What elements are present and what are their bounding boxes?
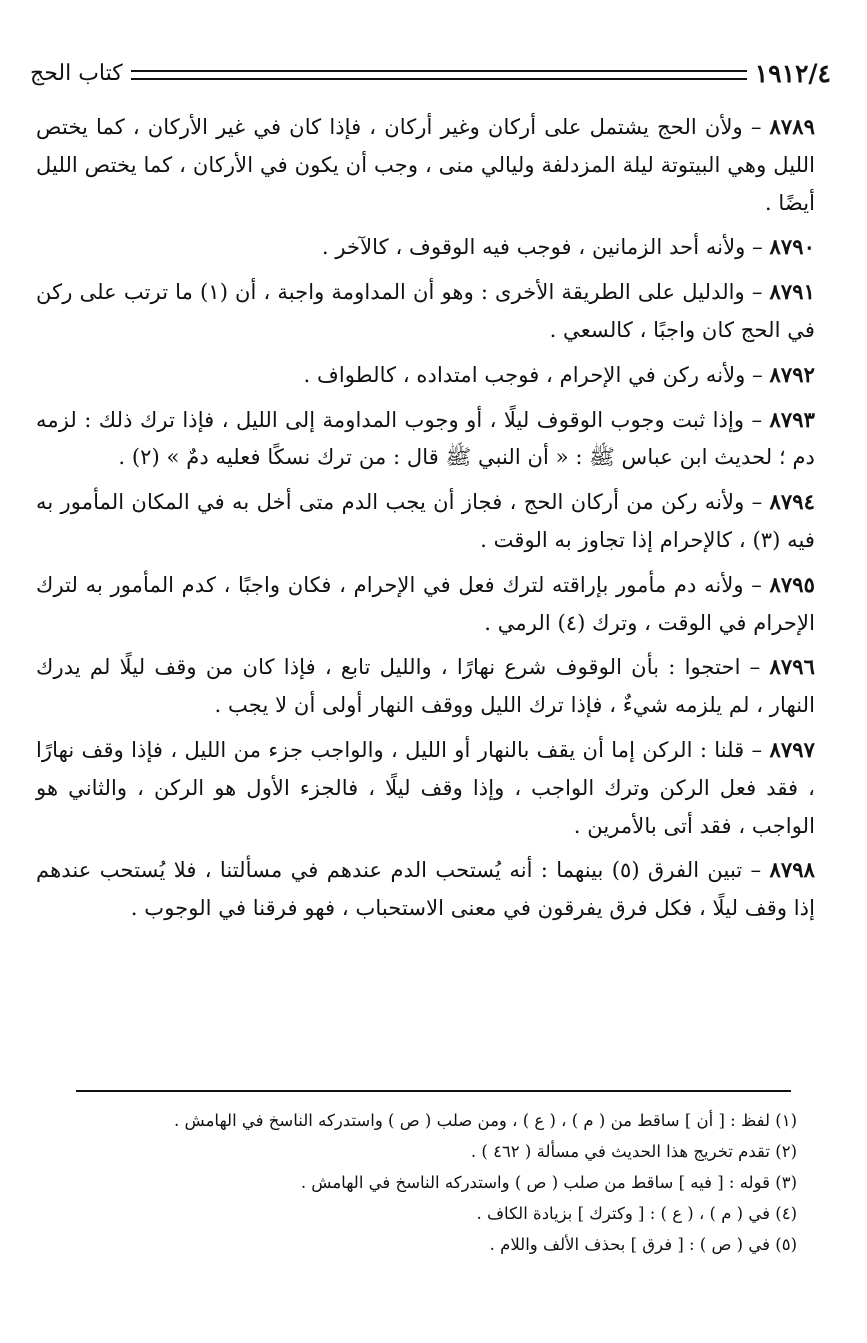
- paragraph-number: ٨٧٩٢: [769, 361, 815, 387]
- paragraph-text: – احتجوا : بأن الوقوف شرع نهارًا ، والليل تابع ، فإذا كان من وقف ليلًا لم يدرك النهار ، لم يلزمه شيءٌ ، فإذا ترك الليل ووقف النهار أولى أن لا يجب .: [36, 654, 815, 718]
- paragraph: [36, 851, 815, 927]
- page-header: [30, 56, 831, 90]
- paragraph: [36, 228, 815, 266]
- paragraph: [36, 108, 815, 221]
- paragraph-text: – ولأنه ركن في الإحرام ، فوجب امتداده ، كالطواف .: [303, 361, 770, 387]
- main-text: [36, 108, 815, 934]
- paragraph-number: ٨٧٩٤: [769, 489, 815, 515]
- paragraph-number: ٨٧٩١: [769, 279, 815, 305]
- paragraph-text: – ولأنه أحد الزمانين ، فوجب فيه الوقوف ، كالآخر .: [321, 234, 770, 260]
- page-number: ١٩١٢/٤: [754, 58, 831, 88]
- paragraph: [36, 731, 815, 844]
- paragraph-text: – ولأن الحج يشتمل على أركان وغير أركان ، فإذا كان في غير الأركان ، كما يختص الليل وهي البيتوتة ليلة المزدلفة وليالي منى ، وجب أن يكون في الأركان ، كما يختص الليل أيضًا .: [36, 114, 815, 215]
- paragraph: [36, 566, 815, 642]
- footnote: (٢) تقدم تخريج هذا الحديث في مسألة ( ٤٦٢ ) .: [470, 1142, 797, 1161]
- paragraph-number: ٨٧٩٠: [769, 234, 815, 260]
- book-title: كتاب الحج: [30, 60, 123, 86]
- paragraph-number: ٨٧٨٩: [769, 114, 815, 139]
- paragraph: [36, 648, 815, 724]
- paragraph: [36, 483, 815, 559]
- header-rule: [131, 70, 747, 80]
- paragraph-text: – ولأنه ركن من أركان الحج ، فجاز أن يجب الدم متى أخل به في المكان المأمور به فيه (٣) ، كالإحرام إذا تجاوز به الوقت .: [36, 489, 815, 552]
- footnote: (٤) في ( م ) ، ( ع ) : [ وكترك ] بزيادة الكاف .: [476, 1204, 797, 1223]
- footnotes: [50, 1105, 797, 1260]
- footnote: (٥) في ( ص ) : [ فرق ] بحذف الألف واللام .: [489, 1235, 797, 1254]
- paragraph: [36, 401, 815, 477]
- paragraph-number: ٨٧٩٦: [769, 654, 815, 680]
- paragraph-text: – تبين الفرق (٥) بينهما : أنه يُستحب الدم عندهم في مسألتنا ، فلا يُستحب عندهم إذا وقف ليلًا ، فكل فرق يفرقون في معنى الاستحباب ، فهو فرقنا في الوجوب .: [36, 857, 815, 921]
- footnote: (٣) قوله : [ فيه ] ساقط من صلب ( ص ) واستدركه الناسخ في الهامش .: [300, 1173, 797, 1192]
- paragraph-text: – ولأنه دم مأمور بإراقته لترك فعل في الإحرام ، فكان واجبًا ، كدم المأمور به لترك الإحرام في الوقت ، وترك (٤) الرمي .: [36, 571, 815, 635]
- paragraph-number: ٨٧٩٣: [769, 406, 815, 432]
- paragraph: [36, 356, 815, 394]
- footnote-separator: [76, 1090, 791, 1092]
- paragraph-text: – قلنا : الركن إما أن يقف بالنهار أو الليل ، والواجب جزء من الليل ، فإذا وقف نهارًا ، فقد فعل الركن وترك الواجب ، وإذا وقف ليلًا ، فالجزء الأول هو الركن ، والثاني هو الواجب ، فقد أتى بالأمرين .: [36, 736, 815, 838]
- footnote: (١) لفظ : [ أن ] ساقط من ( م ) ، ( ع ) ، ومن صلب ( ص ) واستدركه الناسخ في الهامش .: [174, 1111, 797, 1130]
- paragraph-number: ٨٧٩٨: [769, 857, 815, 883]
- paragraph: [36, 273, 815, 349]
- paragraph-text: – وإذا ثبت وجوب الوقوف ليلًا ، أو وجوب المداومة إلى الليل ، فإذا ترك ذلك : لزمه دم ؛ لحديث ابن عباس ﷺ : « أن النبي ﷺ قال : من ترك نسكًا فعليه دمٌ » (٢) .: [36, 406, 815, 470]
- paragraph-number: ٨٧٩٧: [769, 736, 815, 762]
- paragraph-text: – والدليل على الطريقة الأخرى : وهو أن المداومة واجبة ، أن (١) ما ترتب على ركن في الحج كان واجبًا ، كالسعي .: [36, 279, 815, 342]
- paragraph-number: ٨٧٩٥: [769, 571, 815, 597]
